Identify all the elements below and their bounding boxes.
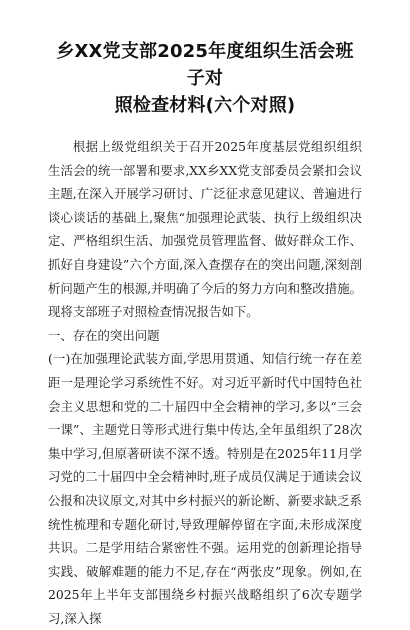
document-body	[48, 135, 362, 630]
item-paragraph: (一)在加强理论武装方面,学思用贯通、知信行统一存在差距一是理论学习系统性不好。对习近平新时代中国特色社会主义思想和党的二十届四中全会精神的学习,多以“三会一课”、主题党日等形式进行集中传达,全年虽组织了28次集中学习,但原著研读不深不透。特别是在2025年11月学习党的二十届四中全会精神时,班子成员仅满足于通读会议公报和决议原文,对其中乡村振兴的新论断、新要求缺乏系统性梳理和专题化研讨,导致理解停留在字面,未形成深度共识。二是学用结合紧密性不强。运用党的创新理论指导实践、破解难题的能力不足,存在“两张皮”现象。例如,在2025年上半年支部围绕乡村振兴战略组织了6次专题学习,深入探	[48, 351, 362, 626]
title-line-1: 乡XX党支部2025年度组织生活会班子对	[56, 41, 354, 89]
title-line-2: 照检查材料(六个对照)	[114, 95, 296, 116]
section-heading: 一、存在的突出问题	[48, 327, 160, 343]
intro-paragraph: 根据上级党组织关于召开2025年度基层党组织组织生活会的统一部署和要求,XX乡XX党支部委员会紧扣会议主题,在深入开展学习研讨、广泛征求意见建议、普遍进行谈心谈话的基础上,聚焦“加强理论武装、执行上级组织决定、严格组织生活、加强党员管理监督、做好群众工作、抓好自身建设”六个方面,深入查摆存在的突出问题,深刻剖析问题产生的根源,并明确了今后的努力方向和整改措施。现将支部班子对照检查情况报告如下。	[48, 139, 362, 320]
document-title	[48, 38, 362, 119]
